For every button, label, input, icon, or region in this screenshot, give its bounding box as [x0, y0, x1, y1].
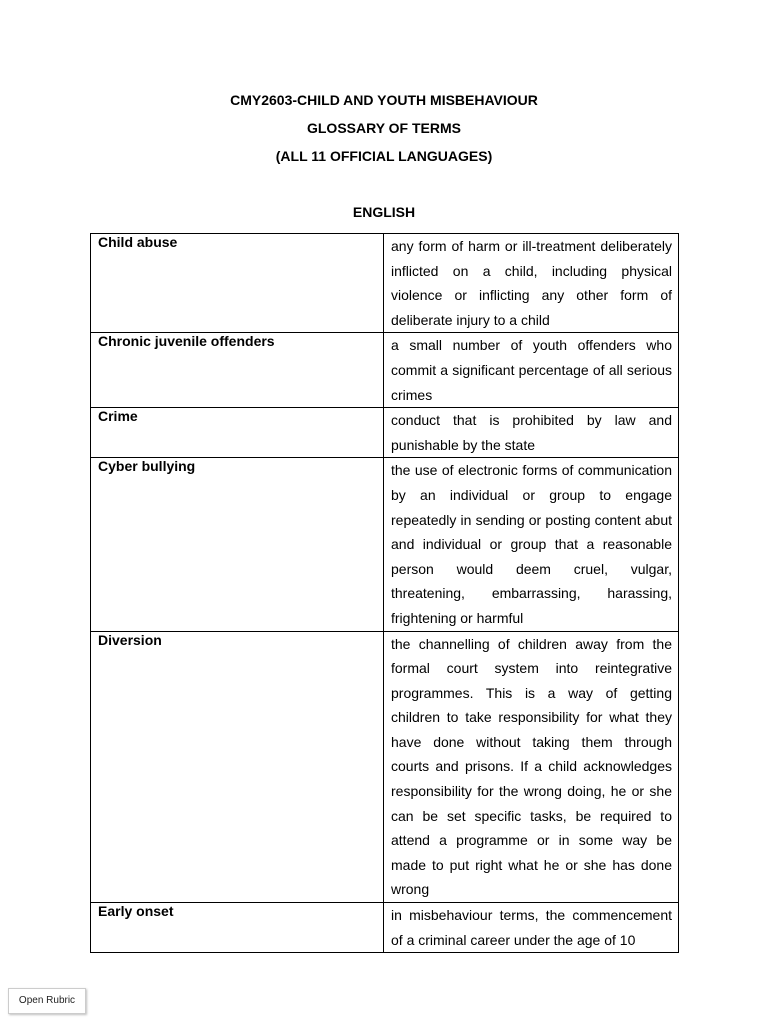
- table-row: [91, 234, 679, 333]
- course-title: CMY2603-CHILD AND YOUTH MISBEHAVIOUR: [230, 92, 538, 108]
- glossary-definition: in misbehaviour terms, the commencement of a criminal career under the age of 10: [384, 903, 679, 953]
- glossary-term: Child abuse: [91, 234, 384, 333]
- glossary-definition: any form of harm or ill-treatment deliberately inflicted on a child, including physical violence or inflicting any other form of deliberate injury to a child: [384, 234, 679, 333]
- glossary-term: Cyber bullying: [91, 458, 384, 631]
- glossary-definition: the channelling of children away from the formal court system into reintegrative programmes. This is a way of getting children to take responsibility for what they have done without taking them through courts and prisons. If a child acknowledges responsibility for the wrong doing, he or she can be set specific tasks, be required to attend a programme or in some way be made to put right what he or she has done wrong: [384, 631, 679, 903]
- glossary-term: Chronic juvenile offenders: [91, 333, 384, 408]
- table-row: [91, 333, 679, 408]
- language-heading: ENGLISH: [352, 204, 416, 220]
- document-title: GLOSSARY OF TERMS: [306, 120, 461, 136]
- glossary-definition: the use of electronic forms of communication by an individual or group to engage repeatedly in sending or posting content abut and individual or group that a reasonable person would deem cruel, vulgar, threatening, embarrassing, harassing, frightening or harmful: [384, 458, 679, 631]
- table-row: [91, 631, 679, 903]
- open-rubric-button[interactable]: Open Rubric: [8, 988, 86, 1014]
- table-row: [91, 458, 679, 631]
- glossary-term: Early onset: [91, 903, 384, 953]
- table-row: [91, 903, 679, 953]
- document-subtitle: (ALL 11 OFFICIAL LANGUAGES): [275, 148, 493, 164]
- glossary-term: Crime: [91, 408, 384, 458]
- glossary-definition: a small number of youth offenders who commit a significant percentage of all serious crimes: [384, 333, 679, 408]
- glossary-term: Diversion: [91, 631, 384, 903]
- glossary-definition: conduct that is prohibited by law and punishable by the state: [384, 408, 679, 458]
- glossary-table: [90, 233, 679, 953]
- table-row: [91, 408, 679, 458]
